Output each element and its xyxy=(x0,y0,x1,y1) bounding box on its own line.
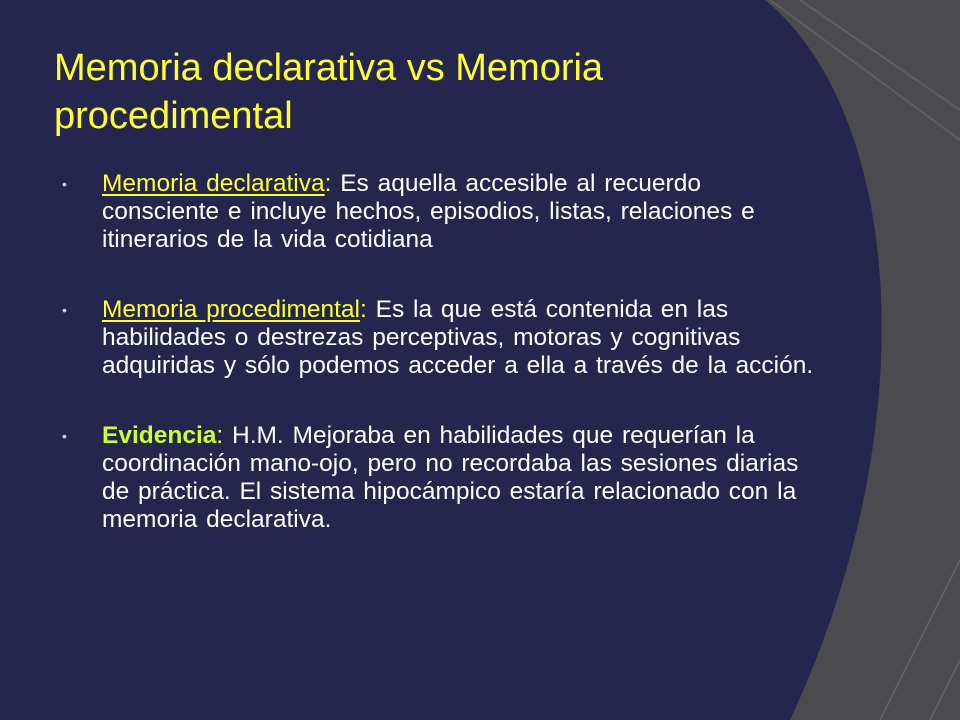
bullet-list xyxy=(62,170,822,534)
bullet-term: Memoria declarativa xyxy=(102,170,325,197)
bullet-evidencia xyxy=(62,422,822,534)
slide-title: Memoria declarativa vs Memoria procedimental xyxy=(54,47,604,137)
bullet-dot-icon: • xyxy=(62,428,67,444)
bullet-memoria-procedimental xyxy=(62,296,822,380)
bullet-colon: : xyxy=(360,296,367,323)
bullet-term: Memoria procedimental xyxy=(102,296,360,323)
bullet-text: H.M. Mejoraba en habilidades que requerían la coordinación mano-ojo, pero no recordaba las sesiones diarias de práctica. El sistema hipocámpico estaría relacionado con la memoria declarativa. xyxy=(102,422,799,533)
bullet-text: Es aquella accesible al recuerdo consciente e incluye hechos, episodios, listas, relaciones e itinerarios de la vida cotidiana xyxy=(102,170,755,253)
bullet-dot-icon: • xyxy=(62,302,67,318)
bullet-text: Es la que está contenida en las habilidades o destrezas perceptivas, motoras y cognitivas adquiridas y sólo podemos acceder a ella a través de la acción. xyxy=(102,296,814,379)
bullet-colon: : xyxy=(216,422,224,449)
bullet-memoria-declarativa xyxy=(62,170,822,254)
bullet-dot-icon: • xyxy=(62,176,67,192)
bullet-colon: : xyxy=(324,170,332,197)
bullet-term: Evidencia xyxy=(102,422,217,449)
